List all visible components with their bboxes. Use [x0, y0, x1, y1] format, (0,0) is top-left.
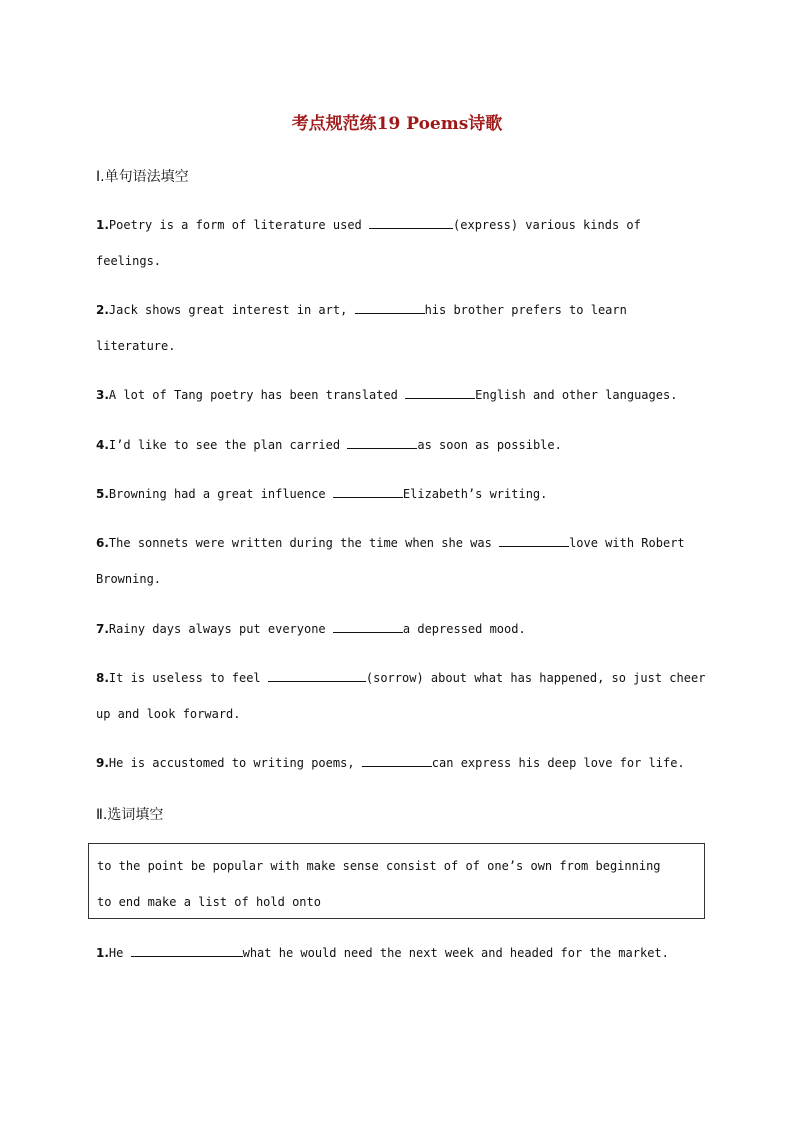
question-text-post: can express his deep love for life. [431, 756, 685, 770]
question-number: 5. [96, 487, 109, 501]
question-4 [96, 427, 696, 463]
page-title: 考点规范练19 Poems诗歌 [291, 114, 503, 134]
answer-blank[interactable] [405, 387, 475, 399]
question-8 [96, 660, 706, 732]
question-text-pre: Browning had a great influence [108, 487, 333, 501]
question-text-post: love with Robert [569, 536, 685, 550]
question-text-post: his brother prefers to learn [424, 303, 627, 317]
answer-blank[interactable] [499, 535, 569, 547]
question-text-pre: It is useless to feel [108, 671, 268, 685]
answer-blank[interactable] [362, 755, 432, 767]
question-text-pre: A lot of Tang poetry has been translated [108, 388, 406, 402]
question-text-pre: Jack shows great interest in art, [108, 303, 355, 317]
question-text-post: English and other languages. [475, 388, 678, 402]
question-text-pre: Poetry is a form of literature used [108, 218, 370, 232]
question-number: 3. [96, 388, 109, 402]
question-number: 8. [96, 671, 109, 685]
question-number: 9. [96, 756, 109, 770]
question-text-post: as soon as possible. [417, 438, 562, 452]
section-heading-word-choice: Ⅱ.选词填空 [96, 807, 164, 823]
question-5 [96, 476, 696, 512]
answer-blank[interactable] [369, 217, 453, 229]
question-1 [96, 207, 696, 279]
question-9 [96, 745, 696, 781]
question-number: 1. [96, 946, 109, 960]
answer-blank[interactable] [355, 302, 425, 314]
answer-blank[interactable] [333, 486, 403, 498]
question-number: 6. [96, 536, 109, 550]
answer-blank[interactable] [268, 670, 366, 682]
question-text-pre: Rainy days always put everyone [108, 622, 333, 636]
question-text-post: (express) various kinds of [453, 218, 641, 232]
question-number: 7. [96, 622, 109, 636]
word-bank-line: to end make a list of hold onto [97, 895, 321, 909]
question-text-post: (sorrow) about what has happened, so just cheer [365, 671, 706, 685]
question-number: 4. [96, 438, 109, 452]
section-heading-grammar: Ⅰ.单句语法填空 [96, 169, 189, 185]
question-number: 2. [96, 303, 109, 317]
question-text-continued: literature. [96, 339, 176, 353]
answer-blank[interactable] [131, 945, 243, 957]
word-bank-line: to the point be popular with make sense consist of of one’s own from beginning [97, 859, 661, 873]
question-6 [96, 525, 696, 597]
answer-blank[interactable] [333, 621, 403, 633]
question-2 [96, 292, 696, 364]
question-text-pre: He [108, 946, 131, 960]
word-bank-box [88, 843, 705, 919]
question-text-continued: Browning. [96, 572, 162, 586]
question-3 [96, 377, 696, 413]
question-text-pre: I’d like to see the plan carried [108, 438, 348, 452]
question-text-post: Elizabeth’s writing. [402, 487, 548, 501]
question-text-pre: The sonnets were written during the time when she was [108, 536, 500, 550]
answer-blank[interactable] [347, 437, 417, 449]
question-text-continued: feelings. [96, 254, 162, 268]
question-number: 1. [96, 218, 109, 232]
part2-question-1 [96, 935, 696, 971]
question-text-post: a depressed mood. [402, 622, 526, 636]
question-text-pre: He is accustomed to writing poems, [108, 756, 362, 770]
question-7 [96, 611, 696, 647]
question-text-post: what he would need the next week and headed for the market. [242, 946, 669, 960]
question-text-continued: up and look forward. [96, 707, 241, 721]
